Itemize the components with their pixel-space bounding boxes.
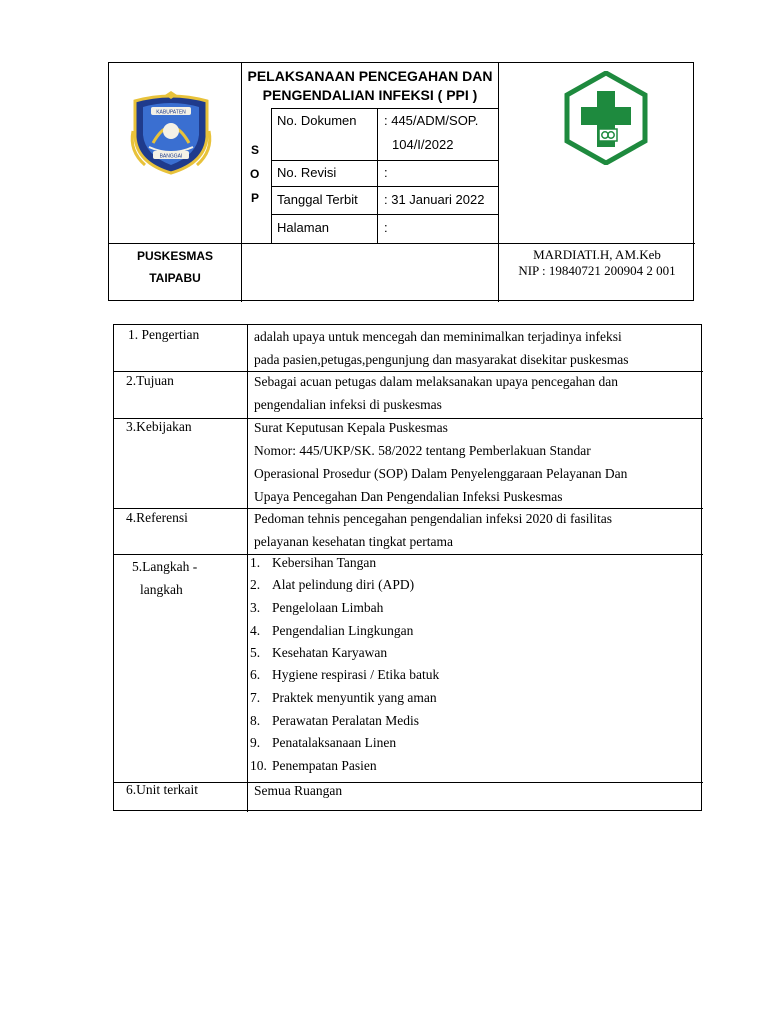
sop-content-table <box>113 324 702 811</box>
field-label-issue-date: Tanggal Terbit <box>277 192 358 207</box>
step-item: 2. Alat pelindung diri (APD) <box>250 577 415 592</box>
field-value-document-number: : 445/ADM/SOP. <box>384 113 479 128</box>
step-item: 6. Hygiene respirasi / Etika batuk <box>250 667 440 682</box>
divider <box>271 160 499 161</box>
divider <box>109 243 695 244</box>
step-item: 7. Praktek menyuntik yang aman <box>250 690 437 705</box>
divider <box>271 108 499 109</box>
step-item: 3. Pengelolaan Limbah <box>250 600 384 615</box>
field-label-revision: No. Revisi <box>277 165 337 180</box>
section-label-definition: 1. Pengertian <box>128 327 200 342</box>
section-text-purpose: Sebagai acuan petugas dalam melaksanakan upaya pencegahan dan pengendalian infeksi di puskesmas <box>254 374 618 412</box>
signatory <box>501 247 693 279</box>
divider <box>271 108 272 244</box>
signatory-name: MARDIATI.H, AM.Keb <box>533 247 661 262</box>
divider <box>271 214 499 215</box>
sop-letter-o: O <box>250 167 260 181</box>
section-text-policy: Surat Keputusan Kepala Puskesmas Nomor: 445/UKP/SK. 58/2022 tentang Pemberlakuan Standar Operasional Prosedur (SOP) Dalam Penyelenggaraan Pelayanan Dan Upaya Pencegahan Dan Pengendalian Infeksi Puskesmas <box>254 420 628 504</box>
step-item: 5. Kesehatan Karyawan <box>250 645 388 660</box>
signatory-nip: NIP : 19840721 200904 2 001 <box>518 263 676 278</box>
step-item: 9. Penatalaksanaan Linen <box>250 735 397 750</box>
field-label-document-number: No. Dokumen <box>277 113 357 128</box>
regency-emblem-logo <box>127 91 215 175</box>
svg-text:BANGGAI: BANGGAI <box>159 153 183 160</box>
organization-name: PUSKESMAS TAIPABU <box>136 249 213 285</box>
puskesmas-logo <box>559 71 653 165</box>
section-text-definition: adalah upaya untuk mencegah dan meminimalkan terjadinya infeksi pada pasien,petugas,pengunjung dan masyarakat disekitar puskesmas <box>254 329 629 367</box>
section-text-reference: Pedoman tehnis pencegahan pengendalian infeksi 2020 di fasilitas pelayanan kesehatan tingkat pertama <box>254 511 613 549</box>
section-label-purpose: 2.Tujuan <box>126 373 174 388</box>
step-item: 10. Penempatan Pasien <box>250 758 377 773</box>
field-value-document-number-cont: 104/I/2022 <box>392 137 454 152</box>
sop-header-table <box>108 62 694 301</box>
divider <box>377 108 378 244</box>
section-label-policy: 3.Kebijakan <box>126 419 192 434</box>
field-value-issue-date: : 31 Januari 2022 <box>384 192 485 207</box>
section-label-reference: 4.Referensi <box>126 510 188 525</box>
field-label-page: Halaman <box>277 220 330 235</box>
section-label-steps: 5.Langkah - langkah <box>132 559 198 597</box>
document-title: PELAKSANAAN PENCEGAHAN DAN PENGENDALIAN INFEKSI ( PPI ) <box>247 68 493 103</box>
sop-letter-s: S <box>251 143 260 157</box>
section-text-related-unit: Semua Ruangan <box>254 783 343 798</box>
step-item: 8. Perawatan Peralatan Medis <box>250 713 419 728</box>
section-label-related-unit: 6.Unit terkait <box>126 782 198 797</box>
step-item: 1. Kebersihan Tangan <box>250 555 377 570</box>
field-value-page: : <box>384 220 388 235</box>
field-value-revision: : <box>384 165 388 180</box>
sop-letter-p: P <box>251 191 260 205</box>
divider <box>271 186 499 187</box>
svg-text:KABUPATEN: KABUPATEN <box>156 109 186 116</box>
step-item: 4. Pengendalian Lingkungan <box>250 623 414 638</box>
